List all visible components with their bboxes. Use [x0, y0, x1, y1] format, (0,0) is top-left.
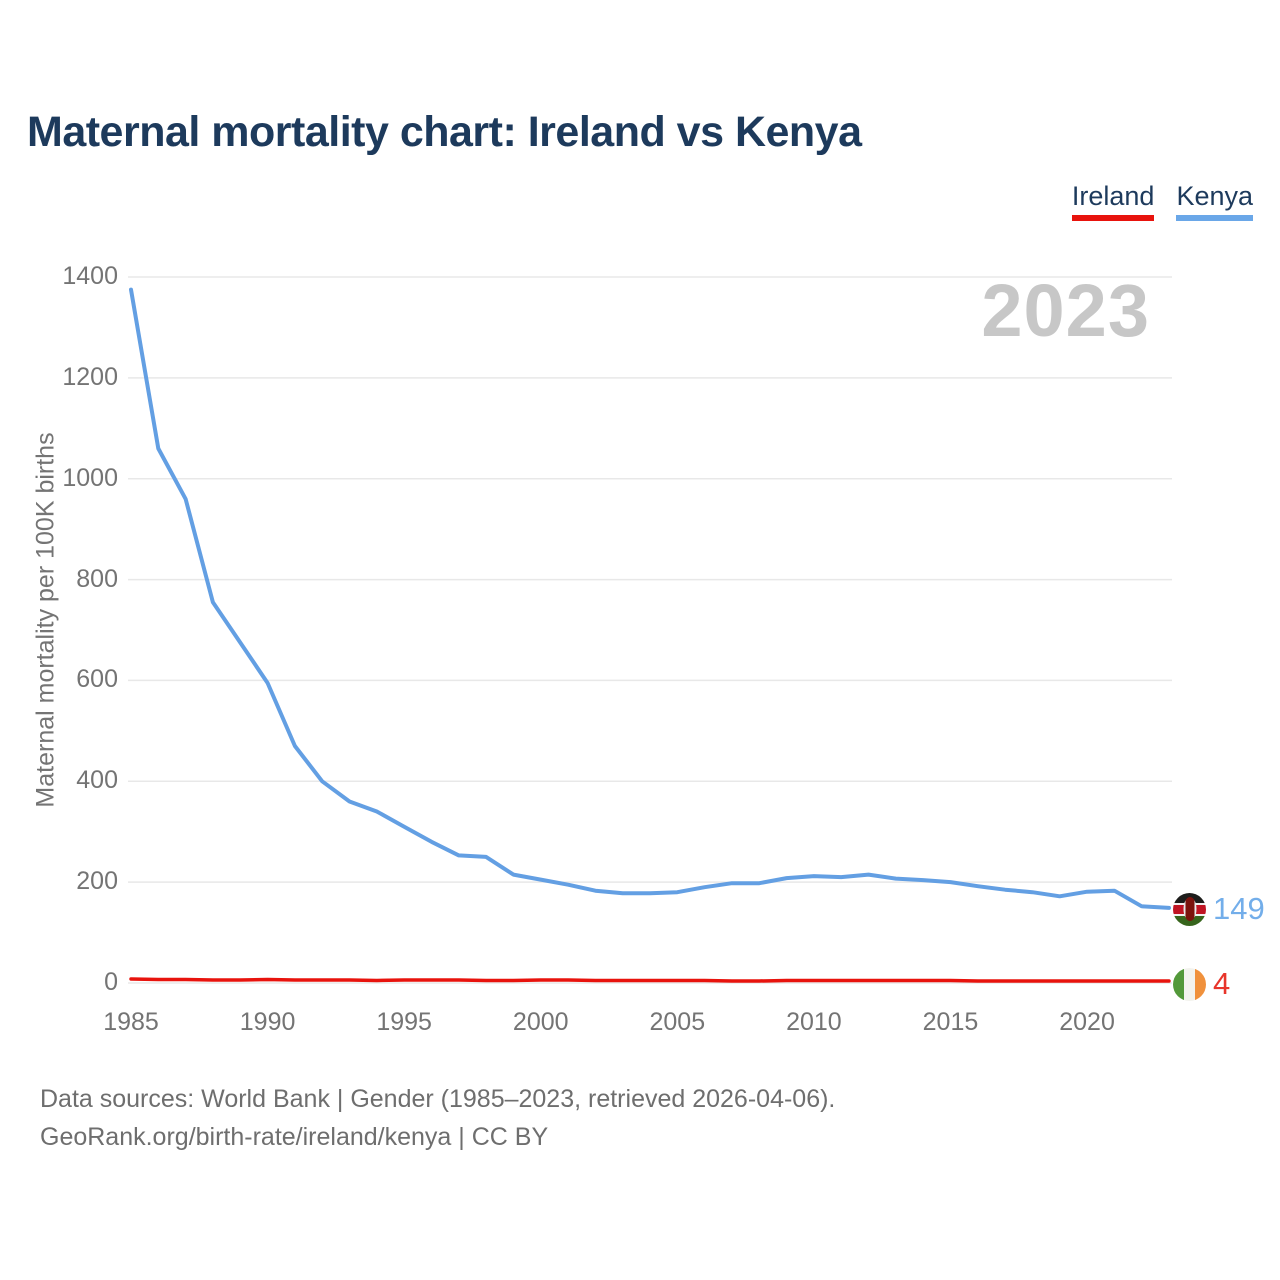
footer — [40, 1080, 835, 1156]
ireland-flag-icon — [1173, 968, 1206, 1001]
footer-attribution-line: GeoRank.org/birth-rate/ireland/kenya | CC BY — [40, 1123, 549, 1151]
x-tick-label: 2005 — [649, 1008, 706, 1036]
y-tick-label: 0 — [104, 968, 118, 996]
year-watermark: 2023 — [981, 269, 1150, 352]
y-tick-label: 1000 — [62, 463, 118, 492]
y-tick-label: 1200 — [62, 362, 118, 391]
x-tick-label: 2010 — [786, 1008, 842, 1036]
x-tick-label: 2015 — [922, 1008, 979, 1036]
kenya-end-value: 149 — [1213, 891, 1265, 926]
y-tick-label: 1400 — [62, 262, 118, 290]
legend-item-ireland[interactable]: Ireland — [1072, 182, 1155, 221]
x-tick-label: 2020 — [1059, 1008, 1115, 1036]
x-tick-label: 1985 — [103, 1008, 159, 1036]
ireland-line — [131, 979, 1169, 981]
y-tick-label: 600 — [76, 665, 118, 694]
x-tick-label: 2000 — [512, 1008, 569, 1036]
x-tick-label: 1995 — [376, 1008, 432, 1036]
y-tick-label: 200 — [76, 867, 118, 896]
legend-item-kenya[interactable]: Kenya — [1176, 182, 1253, 221]
kenya-flag-icon — [1173, 893, 1206, 926]
y-tick-label: 800 — [76, 564, 118, 593]
ireland-end-label — [1173, 966, 1230, 1002]
y-axis-title: Maternal mortality per 100K births — [31, 432, 60, 808]
page-title: Maternal mortality chart: Ireland vs Kenya — [27, 108, 862, 156]
kenya-end-label — [1173, 891, 1265, 927]
kenya-line — [131, 290, 1169, 908]
x-tick-label: 1990 — [239, 1008, 296, 1036]
ireland-end-value: 4 — [1213, 966, 1231, 1001]
footer-sources-line: Data sources: World Bank | Gender (1985–2023, retrieved 2026-04-06). — [40, 1085, 836, 1113]
y-tick-label: 400 — [76, 766, 118, 795]
